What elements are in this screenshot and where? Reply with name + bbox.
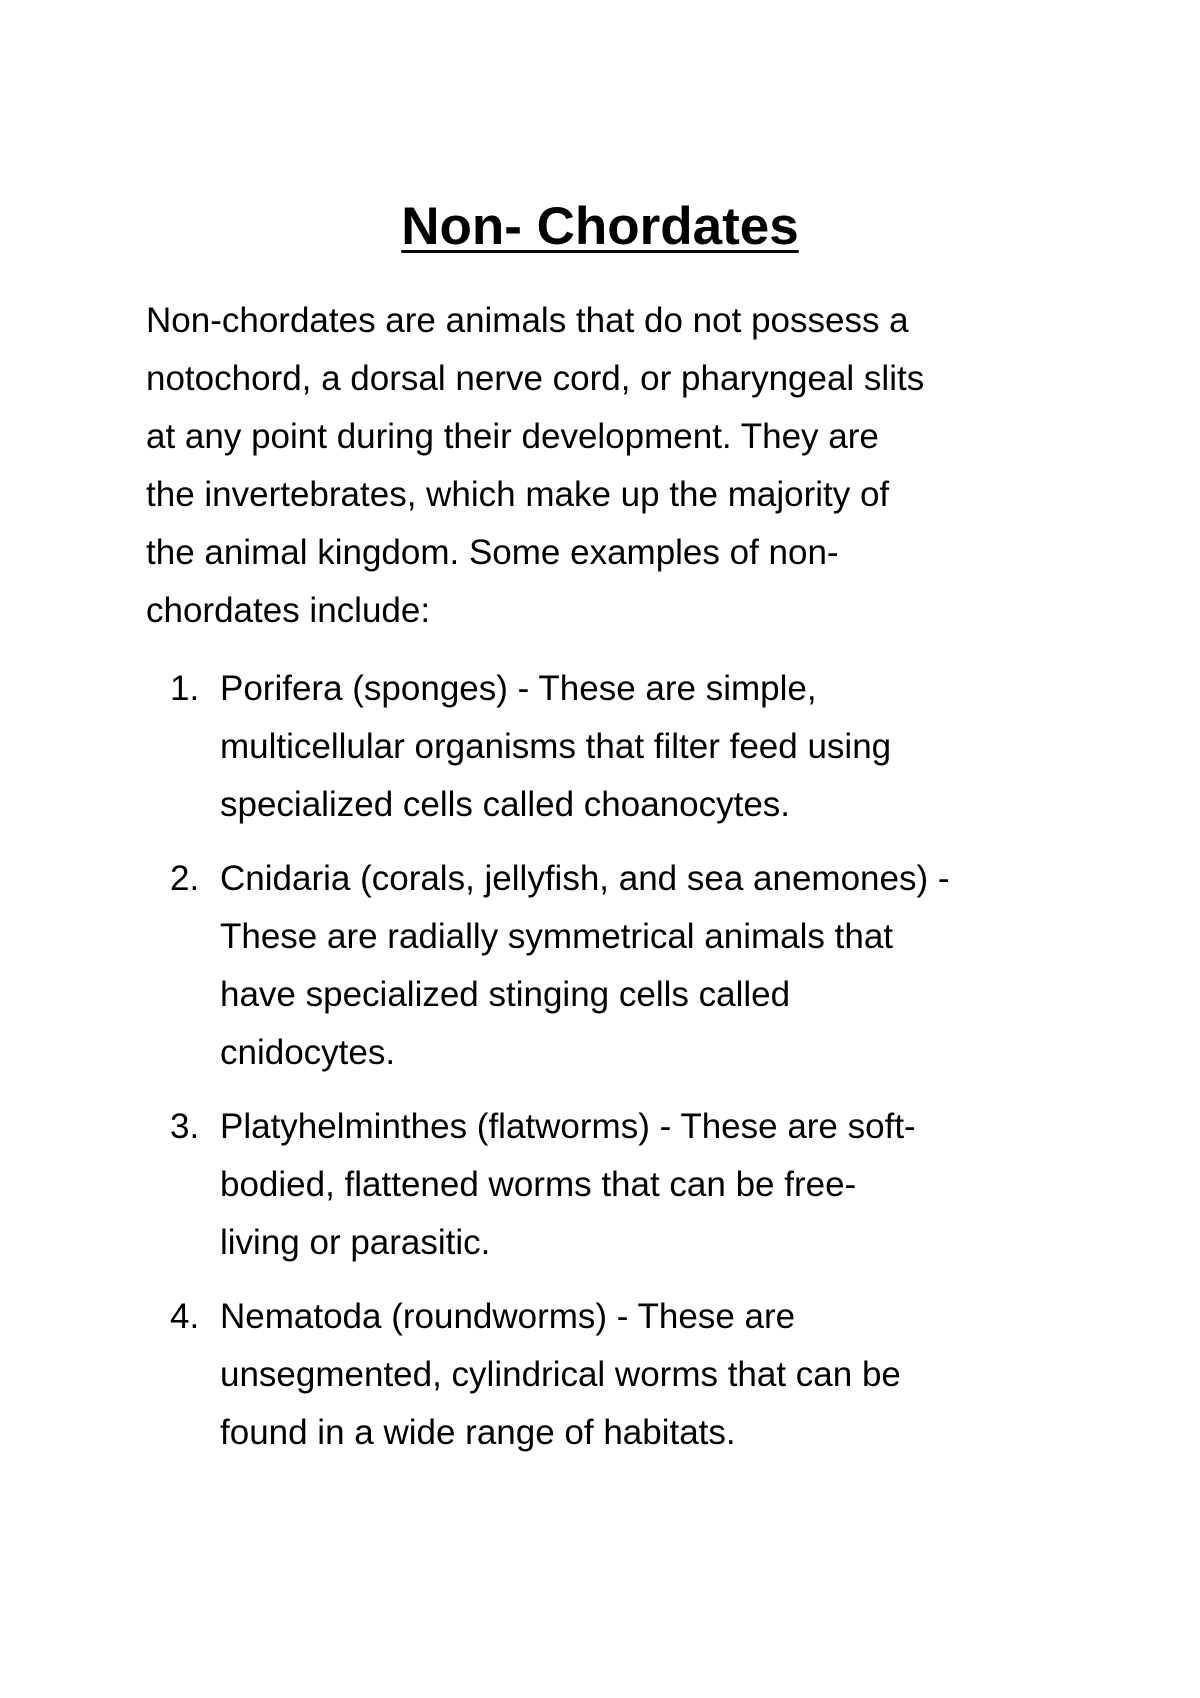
list-item-line: Porifera (sponges) - These are simple, xyxy=(220,669,817,708)
list-item-line: Cnidaria (corals, jellyfish, and sea anemones) - xyxy=(220,859,950,898)
intro-line: the invertebrates, which make up the majority of xyxy=(146,475,890,514)
list-item-line: living or parasitic. xyxy=(220,1223,491,1262)
intro-paragraph xyxy=(146,292,1086,640)
list-item-nematoda xyxy=(146,1288,1086,1462)
list-item-cnidaria xyxy=(146,850,1086,1082)
list-item-line: specialized cells called choanocytes. xyxy=(220,785,791,824)
list-item-platyhelminthes xyxy=(146,1098,1086,1272)
intro-line: notochord, a dorsal nerve cord, or pharyngeal slits xyxy=(146,359,925,398)
intro-line: at any point during their development. They are xyxy=(146,417,879,456)
list-item-line: bodied, flattened worms that can be free- xyxy=(220,1165,857,1204)
intro-line: the animal kingdom. Some examples of non- xyxy=(146,533,839,572)
intro-line: Non-chordates are animals that do not possess a xyxy=(146,301,909,340)
list-item-line: multicellular organisms that filter feed using xyxy=(220,727,892,766)
list-number: 4. xyxy=(170,1297,200,1336)
examples-list xyxy=(146,660,1086,1478)
intro-line: chordates include: xyxy=(146,591,431,630)
list-number: 2. xyxy=(170,859,200,898)
list-item-line: Nematoda (roundworms) - These are xyxy=(220,1297,796,1336)
list-item-porifera xyxy=(146,660,1086,834)
list-item-line: have specialized stinging cells called xyxy=(220,975,791,1014)
list-item-line: These are radially symmetrical animals that xyxy=(220,917,894,956)
list-item-line: cnidocytes. xyxy=(220,1033,396,1072)
list-item-line: found in a wide range of habitats. xyxy=(220,1413,736,1452)
list-item-line: Platyhelminthes (flatworms) - These are soft- xyxy=(220,1107,916,1146)
document-title: Non- Chordates xyxy=(401,197,799,256)
list-item-line: unsegmented, cylindrical worms that can be xyxy=(220,1355,901,1394)
list-number: 1. xyxy=(170,669,200,708)
list-number: 3. xyxy=(170,1107,200,1146)
